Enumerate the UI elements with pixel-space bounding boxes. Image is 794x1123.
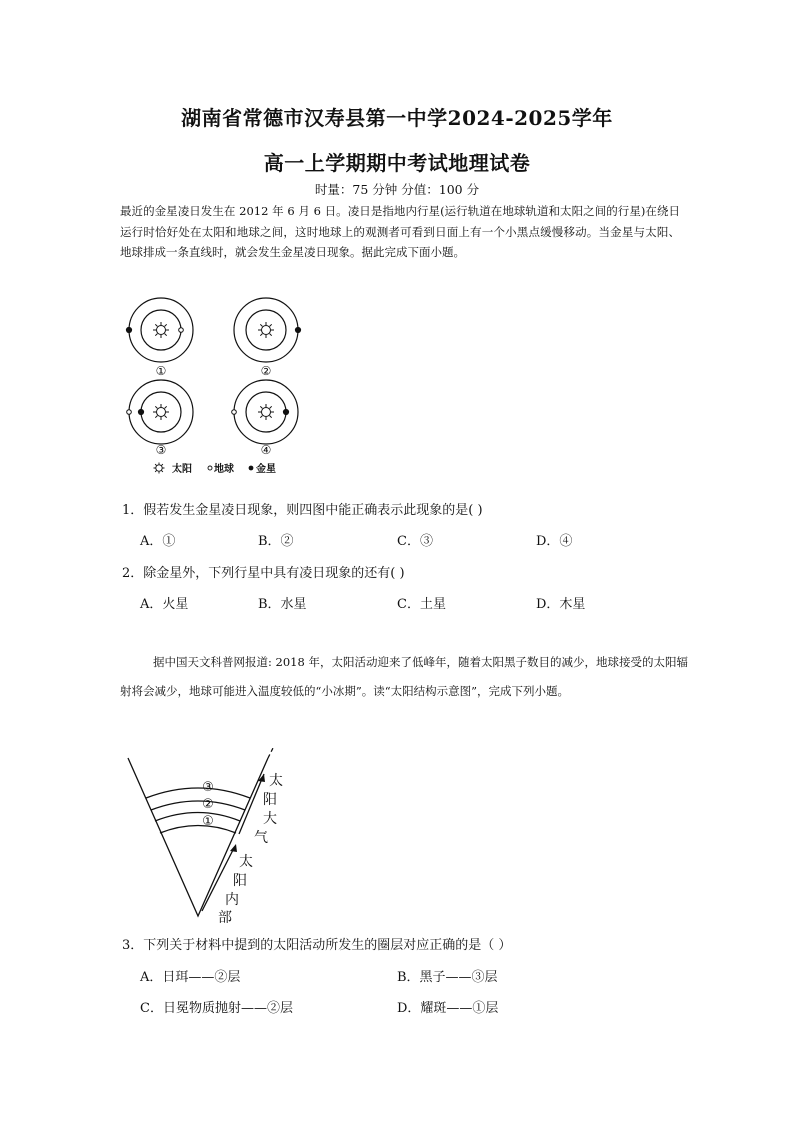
layer-arc-3 <box>146 788 250 798</box>
sun-icon <box>258 404 274 420</box>
svg-text:阳: 阳 <box>263 792 277 808</box>
q1-option-d[interactable]: D．④ <box>536 534 573 549</box>
q3-option-b[interactable]: B．黑子——③层 <box>397 970 498 985</box>
photosphere-arc <box>160 826 236 834</box>
exam-title-line2: 高一上学期期中考试地理试卷 <box>263 151 531 175</box>
interior-label <box>218 853 253 923</box>
question-2-stem: 2．除金星外，下列行星中具有凌日现象的还有( ) <box>122 566 405 581</box>
layer-label-2: ② <box>202 797 214 812</box>
svg-text:内: 内 <box>225 892 239 908</box>
svg-text:太: 太 <box>269 773 283 789</box>
q2-option-b[interactable]: B．水星 <box>258 597 307 612</box>
svg-text:大: 大 <box>263 811 277 827</box>
q3-option-c[interactable]: C．日冕物质抛射——②层 <box>140 1001 293 1016</box>
layer-label-3: ③ <box>202 780 214 795</box>
venus-dot <box>126 327 131 332</box>
venus-dot <box>283 409 288 414</box>
layer-arc-2 <box>151 801 245 810</box>
earth-dot <box>127 410 132 415</box>
q2-option-d[interactable]: D．木星 <box>536 597 586 612</box>
diagram-label-1: ① <box>155 364 167 378</box>
sun-icon <box>153 322 169 338</box>
legend-sun-label: 太阳 <box>172 464 192 475</box>
q2-option-a[interactable]: A．火星 <box>140 597 189 612</box>
legend-venus-marker <box>249 466 254 471</box>
diagram-label-4: ④ <box>260 443 272 457</box>
sun-icon <box>258 322 274 338</box>
cone-dashed-extension <box>268 748 274 758</box>
svg-text:太: 太 <box>239 854 253 870</box>
earth-dot <box>179 328 184 333</box>
svg-text:部: 部 <box>218 910 232 923</box>
svg-text:阳: 阳 <box>233 873 247 889</box>
q3-option-a[interactable]: A．日珥——②层 <box>140 970 241 985</box>
sun-icon <box>154 463 165 474</box>
exam-title-line1: 湖南省常德市汉寿县第一中学2024-2025学年 <box>181 106 613 130</box>
layer-label-1: ① <box>202 814 214 829</box>
question-3-stem: 3．下列关于材料中提到的太阳活动所发生的圈层对应正确的是（ ） <box>122 938 512 953</box>
passage-solar-activity: 据中国天文科普网报道: 2018 年，太阳活动迎来了低峰年，随着太阳黑子数目的减少，地球接受的太阳辐射将会减少，地球可能进入温度较低的“小冰期”。读“太阳结构示意图”，完成下列小题。 <box>120 655 688 698</box>
exam-meta: 时量：75 分钟 分值：100 分 <box>314 182 480 197</box>
svg-text:气: 气 <box>254 830 268 846</box>
q1-option-c[interactable]: C．③ <box>397 534 433 549</box>
cone-outline <box>128 758 268 916</box>
legend-earth-label: 地球 <box>214 464 234 475</box>
venus-dot <box>138 409 143 414</box>
q3-option-d[interactable]: D．耀斑——①层 <box>397 1001 499 1016</box>
q1-option-a[interactable]: A．① <box>140 534 176 549</box>
layer-arc-1 <box>155 813 240 822</box>
atmosphere-label <box>254 772 283 846</box>
passage-venus-transit: 最近的金星凌日发生在 2012 年 6 月 6 日。凌日是指地内行星(运行轨道在地球轨道和太阳之间的行星)在绕日运行时恰好处在太阳和地球之间，这时地球上的观测者可看到日面上有一个小黑点缓慢移动。当金星与太阳、地球排成一条直线时，就会发生金星凌日现象。据此完成下面小题。 <box>120 204 680 259</box>
figure1-legend <box>154 462 277 475</box>
diagram-label-3: ③ <box>155 443 167 457</box>
question-1-stem: 1．假若发生金星凌日现象，则四图中能正确表示此现象的是( ) <box>122 503 483 518</box>
sun-structure-diagram <box>118 748 288 923</box>
earth-dot <box>232 410 237 415</box>
sun-icon <box>153 404 169 420</box>
legend-venus-label: 金星 <box>256 464 276 475</box>
legend-earth-marker <box>208 466 212 470</box>
q1-option-b[interactable]: B．② <box>258 534 294 549</box>
q2-option-c[interactable]: C．土星 <box>397 597 446 612</box>
venus-transit-diagrams <box>118 290 318 480</box>
atmosphere-arrow <box>239 774 264 834</box>
venus-dot <box>295 327 300 332</box>
diagram-label-2: ② <box>260 364 272 378</box>
